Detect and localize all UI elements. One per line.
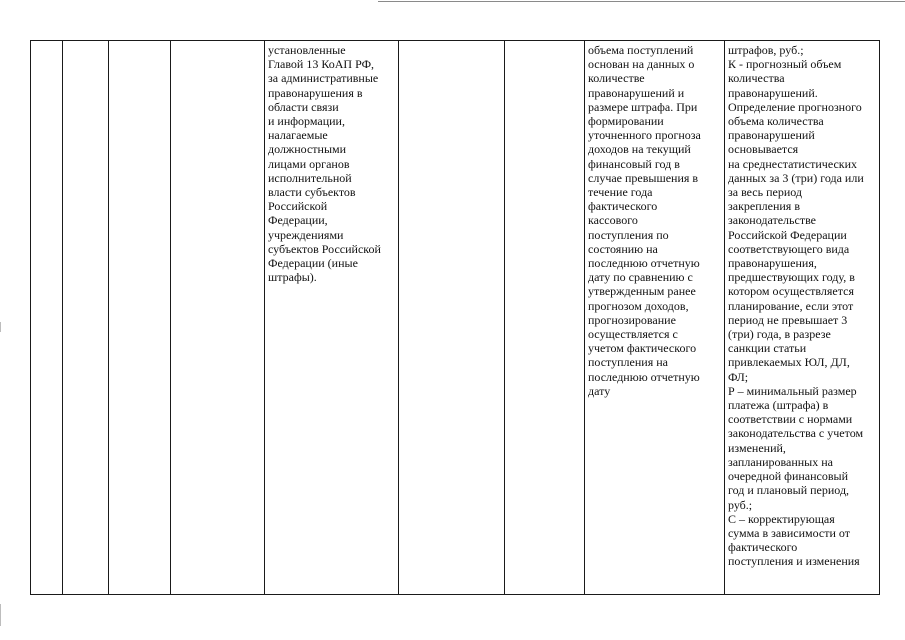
table-cell-1 bbox=[31, 41, 63, 595]
table-cell-4 bbox=[171, 41, 265, 595]
margin-mark bbox=[0, 604, 1, 626]
table-cell-2 bbox=[63, 41, 109, 595]
margin-mark bbox=[0, 322, 1, 332]
table-cell-8: объема поступлений основан на данных о количестве правонарушений и размере штрафа. При формировании уточненного прогноза доходов на текущий финансовый год в случае превышения в течение года фактического кассового поступления по состоянию на последнюю отчетную дату по сравнению с утвержденным ранее прогнозом доходов, прогнозирование осуществляется с учетом фактического поступления на последнюю отчетную дату bbox=[585, 41, 725, 595]
table-cell-3 bbox=[109, 41, 171, 595]
table-row bbox=[31, 41, 880, 595]
table-cell-9: штрафов, руб.; К - прогнозный объем количества правонарушений. Определение прогнозного объема количества правонарушений основывается на среднестатистических данных за 3 (три) года или за весь период закрепления в законодательстве Российской Федерации соответствующего вида правонарушения, предшествующих году, в котором осуществляется планирование, если этот период не превышает 3 (три) года, в разрезе санкции статьи привлекаемых ЮЛ, ДЛ, ФЛ; Р – минимальный размер платежа (штрафа) в соответствии с нормами законодательства с учетом изменений, запланированных на очередной финансовый год и плановый период, руб.; С – корректирующая сумма в зависимости от фактического поступления и изменения bbox=[725, 41, 880, 595]
table-cell-6 bbox=[399, 41, 505, 595]
table-cell-7 bbox=[505, 41, 585, 595]
document-table bbox=[30, 40, 880, 595]
table-cell-5: установленные Главой 13 КоАП РФ, за административные правонарушения в области связи и информации, налагаемые должностными лицами органов исполнительной власти субъектов Российской Федерации, учреждениями субъектов Российской Федерации (иные штрафы). bbox=[265, 41, 399, 595]
header-rule bbox=[378, 1, 905, 2]
